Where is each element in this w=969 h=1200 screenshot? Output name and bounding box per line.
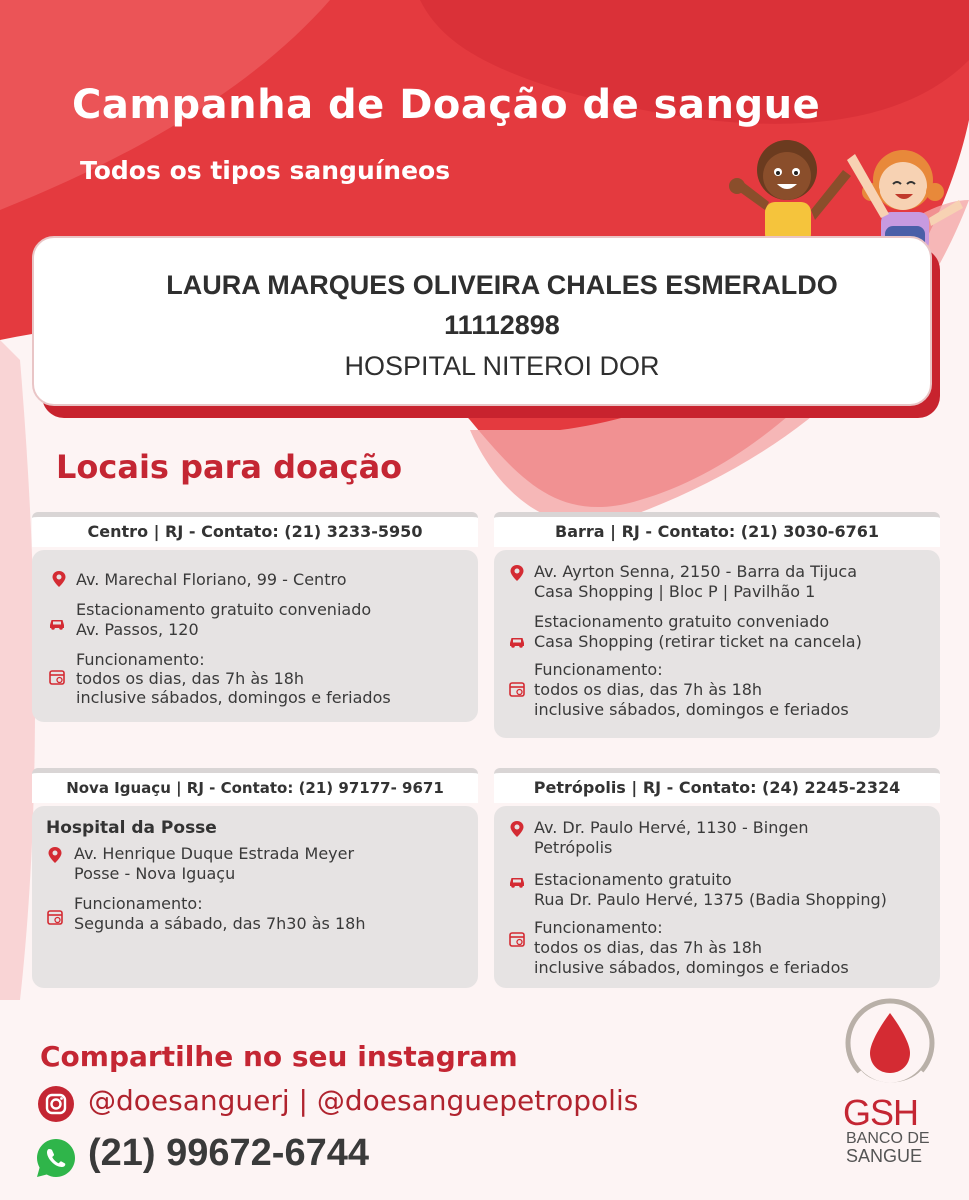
hours-line: Funcionamento: bbox=[74, 894, 203, 913]
campaign-subtitle: Todos os tipos sanguíneos bbox=[80, 156, 451, 185]
instagram-handles[interactable]: @doesanguerj | @doesanguepetropolis bbox=[88, 1084, 639, 1117]
map-pin-icon bbox=[46, 846, 64, 864]
whatsapp-icon bbox=[34, 1136, 78, 1180]
location-card-centro bbox=[32, 550, 478, 722]
calendar-icon bbox=[508, 930, 526, 948]
location-card-barra bbox=[494, 550, 940, 738]
logo-subtitle: BANCO DE bbox=[846, 1130, 930, 1147]
parking-line: Estacionamento gratuito conveniado bbox=[534, 612, 830, 631]
parking-line: Casa Shopping (retirar ticket na cancela) bbox=[534, 632, 862, 651]
address-line: Av. Dr. Paulo Hervé, 1130 - Bingen bbox=[534, 818, 809, 837]
calendar-icon bbox=[48, 668, 66, 686]
donor-name: LAURA MARQUES OLIVEIRA CHALES ESMERALDO bbox=[166, 270, 838, 300]
blood-drop-icon bbox=[838, 988, 948, 1108]
hours-line: Funcionamento: bbox=[534, 660, 663, 679]
car-icon bbox=[508, 872, 526, 890]
parking-line: Rua Dr. Paulo Hervé, 1375 (Badia Shopping) bbox=[534, 890, 887, 909]
calendar-icon bbox=[508, 680, 526, 698]
logo-subtitle: SANGUE bbox=[846, 1146, 923, 1166]
map-pin-icon bbox=[508, 820, 526, 838]
address-line: Posse - Nova Iguaçu bbox=[74, 864, 236, 883]
hours-line: inclusive sábados, domingos e feriados bbox=[534, 958, 849, 977]
locations-heading: Locais para doação bbox=[56, 448, 403, 486]
address-line: Av. Marechal Floriano, 99 - Centro bbox=[76, 570, 347, 589]
donor-card bbox=[32, 236, 932, 406]
map-pin-icon bbox=[508, 564, 526, 582]
hours-line: Segunda a sábado, das 7h30 às 18h bbox=[74, 914, 366, 933]
donor-hospital: HOSPITAL NITEROI DOR bbox=[344, 351, 660, 381]
map-pin-icon bbox=[50, 570, 68, 588]
address-line: Av. Henrique Duque Estrada Meyer bbox=[74, 844, 355, 863]
campaign-title: Campanha de Doação de sangue bbox=[72, 82, 821, 128]
hours-line: Funcionamento: bbox=[534, 918, 663, 937]
logo-name: GSH bbox=[843, 1092, 919, 1133]
location-card-nova-iguacu bbox=[32, 806, 478, 988]
parking-line: Estacionamento gratuito conveniado bbox=[76, 600, 372, 619]
phone-number[interactable]: (21) 99672-6744 bbox=[88, 1132, 369, 1174]
calendar-icon bbox=[46, 908, 64, 926]
car-icon bbox=[508, 632, 526, 650]
parking-line: Estacionamento gratuito bbox=[534, 870, 732, 889]
hours-line: todos os dias, das 7h às 18h bbox=[534, 938, 763, 957]
donor-code: 11112898 bbox=[444, 310, 560, 340]
location-card-petropolis bbox=[494, 806, 940, 988]
share-label: Compartilhe no seu instagram bbox=[40, 1040, 518, 1073]
hours-line: todos os dias, das 7h às 18h bbox=[76, 669, 305, 688]
hours-line: todos os dias, das 7h às 18h bbox=[534, 680, 763, 699]
car-icon bbox=[48, 614, 66, 632]
address-line: Av. Ayrton Senna, 2150 - Barra da Tijuca bbox=[534, 562, 858, 581]
location-header-barra: Barra | RJ - Contato: (21) 3030-6761 bbox=[494, 512, 940, 547]
place-name: Hospital da Posse bbox=[46, 818, 217, 838]
location-header-nova-iguacu: Nova Iguaçu | RJ - Contato: (21) 97177- 9671 bbox=[32, 768, 478, 803]
hours-line: inclusive sábados, domingos e feriados bbox=[76, 688, 391, 707]
hours-line: Funcionamento: bbox=[76, 650, 205, 669]
parking-line: Av. Passos, 120 bbox=[76, 620, 199, 639]
instagram-icon bbox=[38, 1086, 74, 1122]
hours-line: inclusive sábados, domingos e feriados bbox=[534, 700, 849, 719]
address-line: Casa Shopping | Bloc P | Pavilhão 1 bbox=[534, 582, 816, 601]
location-header-petropolis: Petrópolis | RJ - Contato: (24) 2245-2324 bbox=[494, 768, 940, 803]
address-line: Petrópolis bbox=[534, 838, 613, 857]
location-header-centro: Centro | RJ - Contato: (21) 3233-5950 bbox=[32, 512, 478, 547]
